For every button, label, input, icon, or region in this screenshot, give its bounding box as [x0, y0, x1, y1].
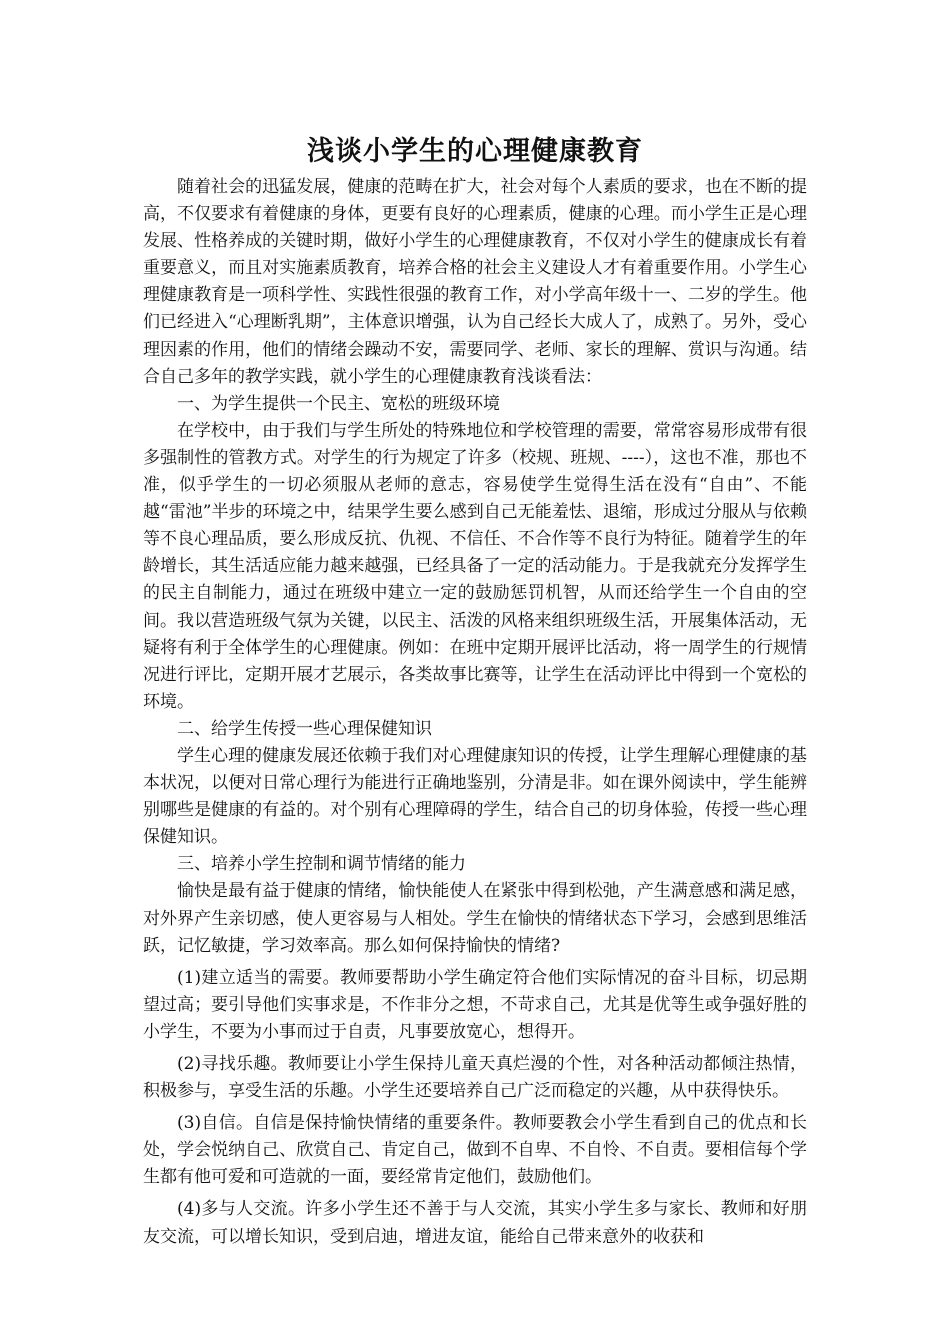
section-body-2: 学生心理的健康发展还依赖于我们对心理健康知识的传授，让学生理解心理健康的基本状况，以便对日常心理行为能进行正确地鉴别，分清是非。如在课外阅读中，学生能辨别哪些是健康的有益的。对个别有心理障碍的学生，结合自己的切身体验，传授一些心理保健知识。: [143, 745, 807, 848]
document-page: [143, 130, 807, 1251]
list-item-3: (3)自信。自信是保持愉快情绪的重要条件。教师要教会小学生看到自己的优点和长处，学会悦纳自己、欣赏自己、肯定自己，做到不自卑、不自怜、不自责。要相信每个学生都有他可爱和可造就的一面，要经常肯定他们，鼓励他们。: [143, 1113, 807, 1188]
section-body-3: 愉快是最有益于健康的情绪，愉快能使人在紧张中得到松弛，产生满意感和满足感，对外界产生亲切感，使人更容易与人相处。学生在愉快的情绪状态下学习，会感到思维活跃，记忆敏捷，学习效率高。那么如何保持愉快的情绪?: [143, 881, 807, 956]
section-heading-1: 一、为学生提供一个民主、宽松的班级环境: [177, 393, 500, 414]
document-title: 浅谈小学生的心理健康教育: [307, 136, 643, 167]
section-heading-3: 三、培养小学生控制和调节情绪的能力: [177, 854, 466, 875]
list-item-2: (2)寻找乐趣。教师要让小学生保持儿童天真烂漫的个性，对各种活动都倾注热情，积极参与，享受生活的乐趣。小学生还要培养自己广泛而稳定的兴趣，从中获得快乐。: [143, 1054, 807, 1102]
list-item-1: (1)建立适当的需要。教师要帮助小学生确定符合他们实际情况的奋斗目标，切忌期望过高；要引导他们实事求是，不作非分之想，不苛求自己，尤其是优等生或争强好胜的小学生，不要为小事而过于自责，凡事要放宽心，想得开。: [143, 967, 807, 1042]
intro-paragraph: 随着社会的迅猛发展，健康的范畴在扩大，社会对每个人素质的要求，也在不断的提高，不仅要求有着健康的身体，更要有良好的心理素质，健康的心理。而小学生正是心理发展、性格养成的关键时期，做好小学生的心理健康教育，不仅对小学生的健康成长有着重要意义，而且对实施素质教育，培养合格的社会主义建设人才有着重要作用。小学生心理健康教育是一项科学性、实践性很强的教育工作，对小学高年级十一、二岁的学生。他们已经进入“心理断乳期”，主体意识增强，认为自己经长大成人了，成熟了。另外，受心理因素的作用，他们的情绪会躁动不安，需要同学、老师、家长的理解、赏识与沟通。结合自己多年的教学实践，就小学生的心理健康教育浅谈看法：: [143, 177, 807, 387]
section-body-1: 在学校中，由于我们与学生所处的特殊地位和学校管理的需要，常常容易形成带有很多强制性的管教方式。对学生的行为规定了许多（校规、班规、----），这也不准，那也不准，似乎学生的一切必须服从老师的意志，容易使学生觉得生活在没有“自由”、不能越“雷池”半步的环境之中，结果学生要么感到自己无能羞怯、退缩，形成过分服从与依赖等不良心理品质，要么形成反抗、仇视、不信任、不合作等不良行为特征。随着学生的年龄增长，其生活适应能力越来越强，已经具备了一定的活动能力。于是我就充分发挥学生的民主自制能力，通过在班级中建立一定的鼓励惩罚机智，从而还给学生一个自由的空间。我以营造班级气氛为关键，以民主、活泼的风格来组织班级生活，开展集体活动，无疑将有利于全体学生的心理健康。例如：在班中定期开展评比活动，将一周学生的行规情况进行评比，定期开展才艺展示，各类故事比赛等，让学生在活动评比中得到一个宽松的环境。: [143, 420, 807, 712]
list-item-4: (4)多与人交流。许多小学生还不善于与人交流，其实小学生多与家长、教师和好朋友交流，可以增长知识，受到启迪，增进友谊，能给自己带来意外的收获和: [143, 1199, 807, 1247]
section-heading-2: 二、给学生传授一些心理保健知识: [177, 718, 432, 739]
